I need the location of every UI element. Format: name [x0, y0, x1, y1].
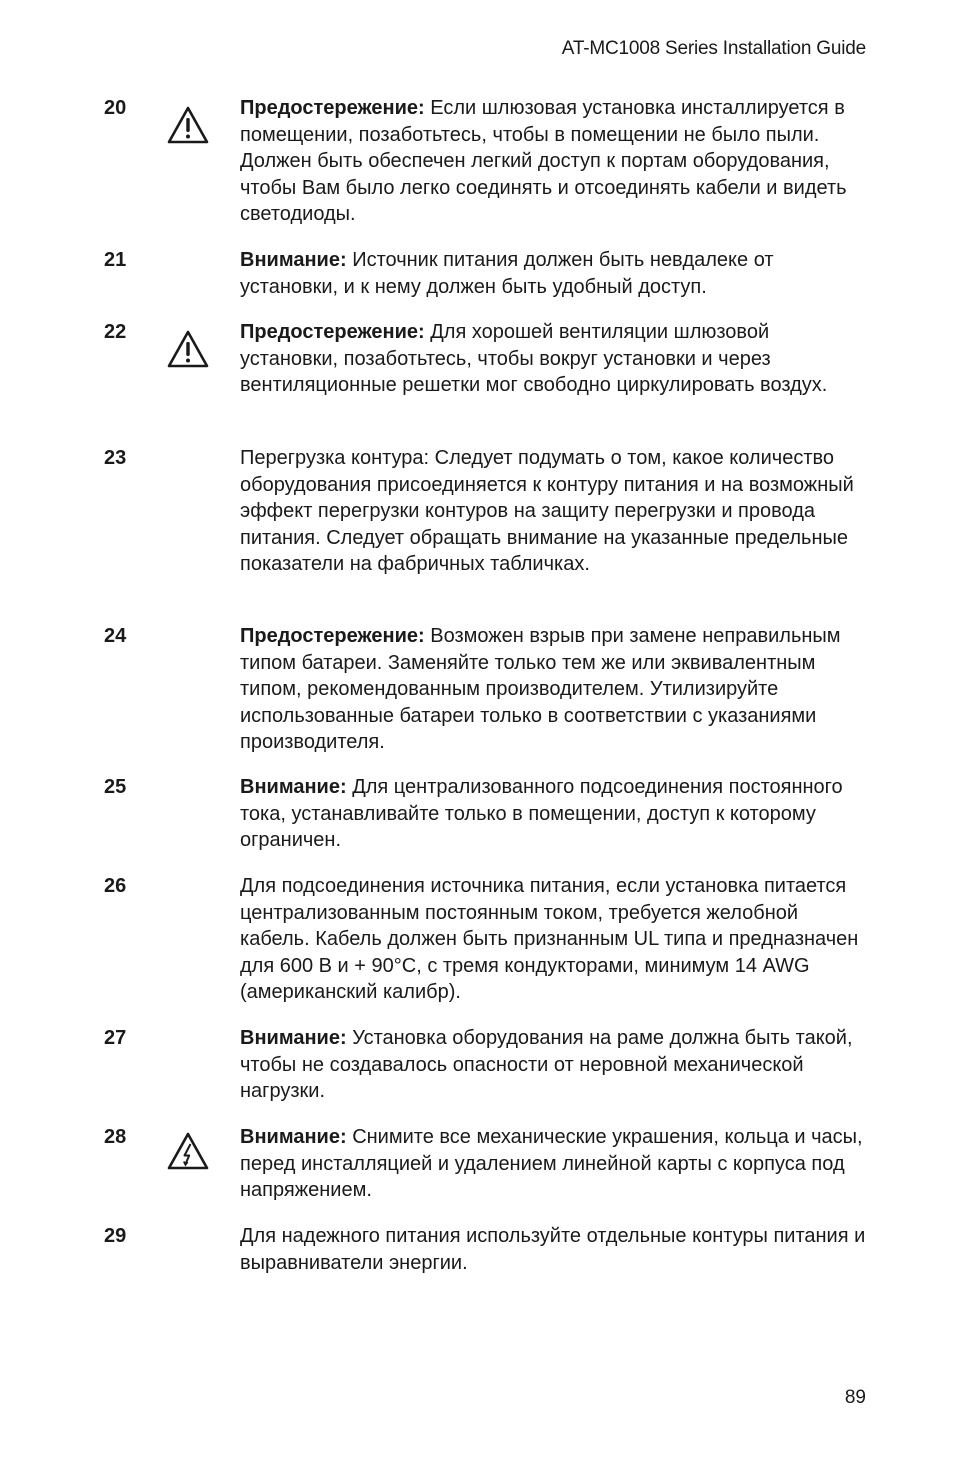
- electrical-hazard-icon: [165, 1130, 211, 1172]
- item-text: [240, 95, 870, 228]
- page-number: 89: [844, 1387, 866, 1408]
- item-number: 28: [104, 1126, 127, 1148]
- item-label: Внимание:: [240, 776, 347, 798]
- item-text: [240, 774, 870, 854]
- item-body: Для хорошей вентиляции шлюзовой установки, позаботьтесь, чтобы вокруг установки и через вентиляционные решетки мог свободно циркулировать воздух.: [240, 321, 828, 396]
- item-text: [240, 1025, 870, 1105]
- item-body: Если шлюзовая установка инсталлируется в помещении, позаботьтесь, чтобы в помещении не было пыли. Должен быть обеспечен легкий доступ к портам оборудования, чтобы Вам было легко соединять и отсоединять кабели и видеть светодиоды.: [240, 97, 847, 225]
- item-label: Внимание:: [240, 1126, 347, 1148]
- item-number: 27: [104, 1027, 127, 1049]
- item-text: [240, 319, 870, 399]
- item-number: 24: [104, 625, 127, 647]
- item-text: [240, 623, 870, 756]
- item-text: [240, 873, 870, 1006]
- running-header: AT-MC1008 Series Installation Guide: [561, 38, 866, 59]
- item-body: Для надежного питания используйте отдельные контуры питания и выравниватели энергии.: [240, 1225, 866, 1274]
- item-text: [240, 1223, 870, 1276]
- item-body: Для централизованного подсоединения постоянного тока, устанавливайте только в помещении, доступ к которому ограничен.: [240, 776, 843, 851]
- warning-exclamation-icon: [165, 328, 211, 370]
- item-body: Для подсоединения источника питания, если установка питается централизованным постоянным током, требуется желобной кабель. Кабель должен быть признанным UL типа и предназначен для 600 В и + 90°C, с тремя кондукторами, минимум 14 AWG (американский калибр).: [240, 875, 859, 1003]
- item-body: Перегрузка контура: Следует подумать о том, какое количество оборудования присоединяется к контуру питания и на возможный эффект перегрузки контуров на защиту перегрузки и провода питания. Следует обращать внимание на указанные предельные показатели на фабричных табличках.: [240, 447, 854, 575]
- warning-exclamation-icon: [165, 104, 211, 146]
- item-text: [240, 1124, 870, 1204]
- item-body: Установка оборудования на раме должна быть такой, чтобы не создавалось опасности от неровной механической нагрузки.: [240, 1027, 853, 1102]
- item-text: [240, 445, 870, 578]
- item-number: 22: [104, 321, 127, 343]
- item-number: 29: [104, 1225, 127, 1247]
- item-label: Внимание:: [240, 1027, 347, 1049]
- item-text: [240, 247, 870, 300]
- item-number: 25: [104, 776, 127, 798]
- item-body: Возможен взрыв при замене неправильным типом батареи. Заменяйте только тем же или эквивалентным типом, рекомендованным производителем. Утилизируйте использованные батареи только в соответствии с указаниями производителя.: [240, 625, 841, 753]
- item-label: Предостережение:: [240, 625, 425, 647]
- item-label: Внимание:: [240, 249, 347, 271]
- item-body: Снимите все механические украшения, кольца и часы, перед инсталляцией и удалением линейной карты с корпуса под напряжением.: [240, 1126, 863, 1201]
- item-label: Предостережение:: [240, 321, 425, 343]
- item-number: 20: [104, 97, 127, 119]
- item-number: 26: [104, 875, 127, 897]
- item-body: Источник питания должен быть невдалеке от установки, и к нему должен быть удобный доступ.: [240, 249, 774, 298]
- item-number: 23: [104, 447, 127, 469]
- item-label: Предостережение:: [240, 97, 425, 119]
- item-number: 21: [104, 249, 127, 271]
